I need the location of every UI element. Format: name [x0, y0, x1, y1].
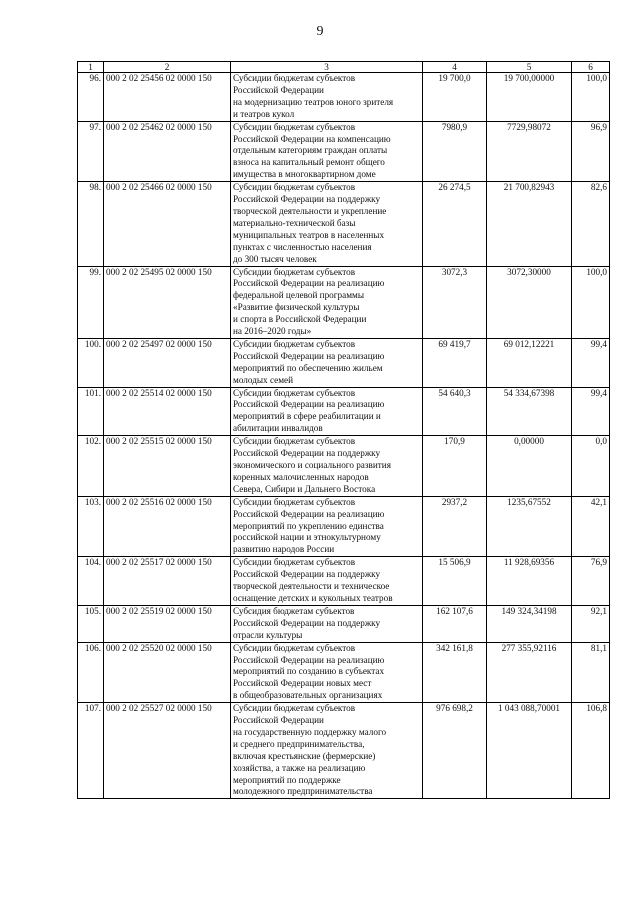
actual-amount: 54 334,67398 [487, 387, 572, 436]
actual-amount: 21 700,82943 [487, 182, 572, 266]
table-row [78, 266, 610, 338]
execution-percent: 99,4 [572, 387, 610, 436]
budget-code: 000 2 02 25516 02 0000 150 [104, 496, 231, 557]
row-number: 101. [78, 387, 104, 436]
planned-amount: 69 419,7 [423, 338, 487, 387]
planned-amount: 26 274,5 [423, 182, 487, 266]
budget-code: 000 2 02 25520 02 0000 150 [104, 642, 231, 703]
planned-amount: 15 506,9 [423, 557, 487, 606]
execution-percent: 100,0 [572, 73, 610, 122]
actual-amount: 1235,67552 [487, 496, 572, 557]
planned-amount: 976 698,2 [423, 703, 487, 799]
row-number: 98. [78, 182, 104, 266]
table-row [78, 387, 610, 436]
table-row [78, 182, 610, 266]
row-number: 100. [78, 338, 104, 387]
subsidy-description: Субсидии бюджетам субъектов Российской Федерации на модернизацию театров юного зрителя и театров кукол [231, 73, 423, 122]
table-row [78, 496, 610, 557]
table-row [78, 73, 610, 122]
table-row [78, 703, 610, 799]
subsidy-description: Субсидии бюджетам субъектов Российской Федерации на компенсацию отдельным категориям граждан оплаты взноса на капитальный ремонт общего имущества в многоквартирном доме [231, 121, 423, 182]
actual-amount: 1 043 088,70001 [487, 703, 572, 799]
execution-percent: 100,0 [572, 266, 610, 338]
budget-code: 000 2 02 25515 02 0000 150 [104, 436, 231, 497]
subsidy-description: Субсидия бюджетам субъектов Российской Федерации на поддержку отрасли культуры [231, 605, 423, 642]
column-header: 2 [104, 62, 231, 73]
execution-percent: 96,9 [572, 121, 610, 182]
row-number: 96. [78, 73, 104, 122]
table-row [78, 121, 610, 182]
execution-percent: 81,1 [572, 642, 610, 703]
budget-code: 000 2 02 25462 02 0000 150 [104, 121, 231, 182]
subsidy-description: Субсидии бюджетам субъектов Российской Федерации на реализацию мероприятий в сфере реабилитации и абилитации инвалидов [231, 387, 423, 436]
actual-amount: 7729,98072 [487, 121, 572, 182]
table-row [78, 557, 610, 606]
planned-amount: 54 640,3 [423, 387, 487, 436]
subsidy-description: Субсидии бюджетам субъектов Российской Федерации на реализацию федеральной целевой программы «Развитие физической культуры и спорта в Российской Федерации на 2016–2020 годы» [231, 266, 423, 338]
actual-amount: 69 012,12221 [487, 338, 572, 387]
subsidy-description: Субсидии бюджетам субъектов Российской Федерации на поддержку творческой деятельности и укрепление материально-технической базы муниципальных театров в населенных пунктах с численностью населения до 300 тысяч человек [231, 182, 423, 266]
table-row [78, 338, 610, 387]
row-number: 97. [78, 121, 104, 182]
page-number: 9 [316, 24, 324, 39]
budget-code: 000 2 02 25497 02 0000 150 [104, 338, 231, 387]
budget-code: 000 2 02 25527 02 0000 150 [104, 703, 231, 799]
column-header: 1 [78, 62, 104, 73]
subsidy-description: Субсидии бюджетам субъектов Российской Федерации на реализацию мероприятий по обеспечению жильем молодых семей [231, 338, 423, 387]
subsidy-description: Субсидии бюджетам субъектов Российской Федерации на поддержку творческой деятельности и техническое оснащение детских и кукольных театров [231, 557, 423, 606]
column-header: 5 [487, 62, 572, 73]
actual-amount: 149 324,34198 [487, 605, 572, 642]
planned-amount: 162 107,6 [423, 605, 487, 642]
execution-percent: 76,9 [572, 557, 610, 606]
budget-table [77, 61, 610, 799]
budget-code: 000 2 02 25514 02 0000 150 [104, 387, 231, 436]
planned-amount: 7980,9 [423, 121, 487, 182]
header-row [78, 62, 610, 73]
table-row [78, 605, 610, 642]
row-number: 102. [78, 436, 104, 497]
planned-amount: 170,9 [423, 436, 487, 497]
execution-percent: 99,4 [572, 338, 610, 387]
budget-code: 000 2 02 25495 02 0000 150 [104, 266, 231, 338]
actual-amount: 0,00000 [487, 436, 572, 497]
row-number: 106. [78, 642, 104, 703]
subsidy-description: Субсидии бюджетам субъектов Российской Федерации на реализацию мероприятий по созданию в субъектах Российской Федерации новых мест в общеобразовательных организациях [231, 642, 423, 703]
budget-code: 000 2 02 25466 02 0000 150 [104, 182, 231, 266]
actual-amount: 3072,30000 [487, 266, 572, 338]
column-header: 3 [231, 62, 423, 73]
column-header: 4 [423, 62, 487, 73]
row-number: 99. [78, 266, 104, 338]
table-row [78, 436, 610, 497]
execution-percent: 82,6 [572, 182, 610, 266]
row-number: 105. [78, 605, 104, 642]
subsidy-description: Субсидии бюджетам субъектов Российской Федерации на государственную поддержку малого и среднего предпринимательства, включая крестьянские (фермерские) хозяйства, а также на реализацию мероприятий по поддержке молодежного предпринимательства [231, 703, 423, 799]
planned-amount: 3072,3 [423, 266, 487, 338]
subsidy-description: Субсидии бюджетам субъектов Российской Федерации на реализацию мероприятий по укреплению единства российской нации и этнокультурному развитию народов России [231, 496, 423, 557]
row-number: 103. [78, 496, 104, 557]
planned-amount: 2937,2 [423, 496, 487, 557]
budget-code: 000 2 02 25456 02 0000 150 [104, 73, 231, 122]
budget-code: 000 2 02 25517 02 0000 150 [104, 557, 231, 606]
actual-amount: 11 928,69356 [487, 557, 572, 606]
planned-amount: 342 161,8 [423, 642, 487, 703]
execution-percent: 92,1 [572, 605, 610, 642]
planned-amount: 19 700,0 [423, 73, 487, 122]
row-number: 107. [78, 703, 104, 799]
execution-percent: 106,8 [572, 703, 610, 799]
actual-amount: 277 355,92116 [487, 642, 572, 703]
budget-code: 000 2 02 25519 02 0000 150 [104, 605, 231, 642]
column-header: 6 [572, 62, 610, 73]
row-number: 104. [78, 557, 104, 606]
execution-percent: 42,1 [572, 496, 610, 557]
execution-percent: 0,0 [572, 436, 610, 497]
actual-amount: 19 700,00000 [487, 73, 572, 122]
subsidy-description: Субсидии бюджетам субъектов Российской Федерации на поддержку экономического и социального развития коренных малочисленных народов Севера, Сибири и Дальнего Востока [231, 436, 423, 497]
table-row [78, 642, 610, 703]
